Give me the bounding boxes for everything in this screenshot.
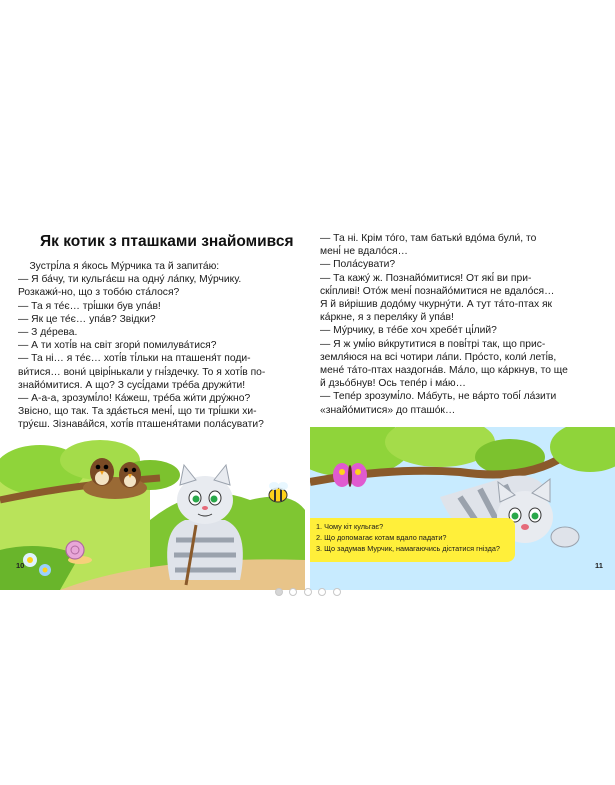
- text-line: й дзьо́бнув! Ось тепе́р і ма́ю…: [320, 378, 466, 390]
- carousel-dots: [275, 583, 343, 601]
- butterfly-icon: [333, 463, 367, 487]
- text-line: мені́ не вдало́ся…: [320, 246, 408, 258]
- page-number: 11: [595, 561, 603, 570]
- sparrow-icon: [90, 458, 114, 486]
- left-page-text: [18, 260, 300, 432]
- text-line: Звісно, що так. Та зда́ється мені́, що ти трі́шки хи-: [18, 406, 257, 418]
- text-line: — А ти хоті́в на світ згори́ помилува́тися?: [18, 340, 217, 352]
- left-illustration: [0, 440, 305, 590]
- text-line: — Я ба́чу, ти кульга́єш на одну́ ла́пку, Му́рчику.: [18, 274, 242, 286]
- question-item: 2. Що допомагає котам вдало падати?: [316, 533, 447, 542]
- carousel-dot[interactable]: [333, 588, 341, 596]
- text-line: земля́юся на всі чотири ла́пи. Про́сто, коли́ леті́в,: [320, 351, 557, 363]
- questions-box: [310, 518, 515, 562]
- text-line: скі́пливі! Ото́ж мені́ познайо́митися не вдало́ся…: [320, 285, 555, 297]
- right-page-text: [320, 232, 605, 417]
- text-line: — Тепе́р зрозумі́ло. Ма́буть, не ва́рто тобі́ ла́зити: [320, 391, 557, 403]
- question-item: 3. Що задумав Мурчик, намагаючись дістатися гнізда?: [316, 544, 500, 553]
- text-line: ви́тися… вони́ цвірі́нькали у гні́здечку. То я хоті́в по-: [18, 366, 266, 378]
- carousel-dot[interactable]: [304, 588, 312, 596]
- text-line: — Та ні… я те́є… хоті́в ті́льки на пташеня́т поди-: [18, 353, 251, 365]
- text-line: — Му́рчику, в те́бе хоч хребе́т ці́лий?: [320, 325, 497, 337]
- book-spread: [0, 205, 615, 590]
- carousel-dot[interactable]: [289, 588, 297, 596]
- text-line: — Та ні. Крім то́го, там батьки́ вдо́ма були́, то: [320, 233, 537, 244]
- right-page: [310, 205, 615, 590]
- text-line: мене́ та́то-птах наздогна́в. Ма́ло, що ка́ркнув, то ще: [320, 365, 568, 377]
- text-line: — Я ж умі́ю ви́крутитися в пові́трі так, що прис-: [320, 338, 546, 350]
- carousel-dot[interactable]: [275, 588, 283, 596]
- text-line: — Та кажу́ ж. Познайо́митися! От які́ ви при-: [320, 272, 532, 284]
- text-line: — Як це те́є… упа́в? Звідки?: [18, 313, 156, 325]
- bee-icon: [269, 482, 288, 502]
- text-line: Зустрі́ла я я́кось Му́рчика та й запита́ю:: [18, 261, 220, 272]
- text-line: — З де́рева.: [18, 327, 78, 339]
- text-line: «знайо́митися» до пташо́к…: [320, 404, 456, 416]
- text-line: знайо́митися. А що? З сусі́дами тре́ба дружи́ти!: [18, 379, 246, 391]
- text-line: — Та я те́є… трі́шки був упа́в!: [18, 300, 161, 312]
- carousel-dot[interactable]: [318, 588, 326, 596]
- right-illustration: [310, 427, 615, 590]
- sparrow-icon: [119, 462, 141, 488]
- text-line: тру́єш. Зізнава́йся, хоті́в пташеня́тами пола́сувати?: [18, 419, 264, 431]
- cat-icon: [167, 465, 243, 585]
- story-title: Як котик з пташками знайомився: [40, 233, 294, 250]
- text-line: — А-а-а, зрозумі́ло! Ка́жеш, тре́ба жи́ти дру́жно?: [18, 393, 251, 405]
- left-page: [0, 205, 305, 590]
- question-item: 1. Чому кіт кульгає?: [316, 522, 384, 531]
- text-line: Я й ви́рішив додо́му чкурну́ти. А тут та́то-птах як: [320, 299, 553, 311]
- text-line: — Пола́сувати?: [320, 259, 396, 271]
- text-line: Розкажи́-но, що з тобо́ю ста́лося?: [18, 287, 180, 299]
- text-line: ка́ркне, я з переля́ку й упа́в!: [320, 312, 454, 324]
- page-number: 10: [16, 561, 25, 570]
